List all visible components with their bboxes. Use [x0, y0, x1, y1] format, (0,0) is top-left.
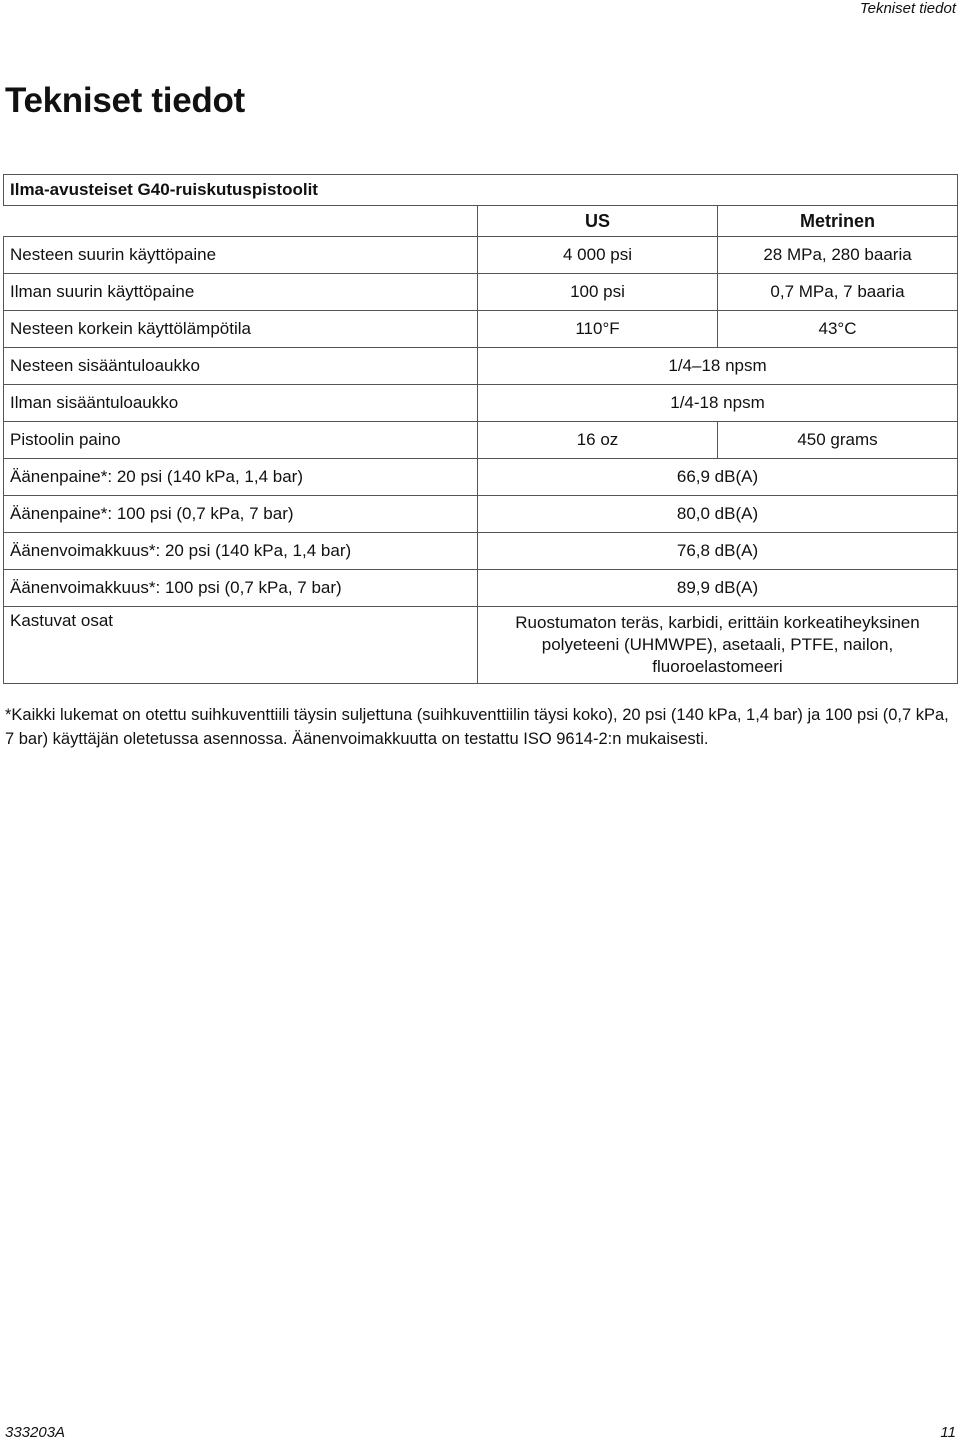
- row-label: Nesteen sisääntuloaukko: [4, 348, 478, 385]
- row-label: Nesteen korkein käyttölämpötila: [4, 311, 478, 348]
- footnote: *Kaikki lukemat on otettu suihkuventtiili täysin suljettuna (suihkuventtiilin täysi koko), 20 psi (140 kPa, 1,4 bar) ja 100 psi (0,7 kPa, 7 bar) käyttäjän oletetussa asennossa. Äänenvoimakkuutta on testattu ISO 9614-2:n mukaisesti.: [5, 706, 949, 748]
- row-value: 1/4–18 npsm: [478, 348, 958, 385]
- document-number: 333203A: [5, 1424, 66, 1441]
- units-metric-header: Metrinen: [718, 206, 958, 237]
- row-metric-value: 0,7 MPa, 7 baaria: [718, 274, 958, 311]
- row-us-value: 4 000 psi: [478, 237, 718, 274]
- row-metric-value: 450 grams: [718, 422, 958, 459]
- units-header-blank: [4, 206, 478, 237]
- table-row: [4, 496, 958, 533]
- row-us-value: 100 psi: [478, 274, 718, 311]
- running-header: Tekniset tiedot: [859, 0, 956, 17]
- table-row: [4, 459, 958, 496]
- table-title-row: [4, 175, 958, 206]
- row-value: 80,0 dB(A): [478, 496, 958, 533]
- table-row: [4, 570, 958, 607]
- table-row: [4, 237, 958, 274]
- row-value: Ruostumaton teräs, karbidi, erittäin korkeatiheyksinen polyeteeni (UHMWPE), asetaali, PTFE, nailon, fluoroelastomeeri: [478, 607, 958, 684]
- spec-table: [3, 174, 958, 684]
- row-us-value: 110°F: [478, 311, 718, 348]
- units-us-header: US: [478, 206, 718, 237]
- table-row: [4, 311, 958, 348]
- table-title: Ilma-avusteiset G40-ruiskutuspistoolit: [4, 175, 958, 206]
- table-row: [4, 422, 958, 459]
- row-us-value: 16 oz: [478, 422, 718, 459]
- table-row: [4, 607, 958, 684]
- table-row: [4, 274, 958, 311]
- row-label: Äänenvoimakkuus*: 100 psi (0,7 kPa, 7 bar): [4, 570, 478, 607]
- row-metric-value: 28 MPa, 280 baaria: [718, 237, 958, 274]
- row-value: 76,8 dB(A): [478, 533, 958, 570]
- table-row: [4, 533, 958, 570]
- row-label: Pistoolin paino: [4, 422, 478, 459]
- row-label: Ilman sisääntuloaukko: [4, 385, 478, 422]
- page-number: 11: [940, 1424, 956, 1441]
- row-label: Äänenpaine*: 100 psi (0,7 kPa, 7 bar): [4, 496, 478, 533]
- page-title: Tekniset tiedot: [5, 81, 245, 120]
- row-metric-value: 43°C: [718, 311, 958, 348]
- table-row: [4, 385, 958, 422]
- row-value: 89,9 dB(A): [478, 570, 958, 607]
- row-label: Äänenvoimakkuus*: 20 psi (140 kPa, 1,4 bar): [4, 533, 478, 570]
- row-value: 1/4-18 npsm: [478, 385, 958, 422]
- units-header-row: [4, 206, 958, 237]
- row-label: Kastuvat osat: [4, 607, 478, 684]
- row-label: Ilman suurin käyttöpaine: [4, 274, 478, 311]
- row-value: 66,9 dB(A): [478, 459, 958, 496]
- row-label: Äänenpaine*: 20 psi (140 kPa, 1,4 bar): [4, 459, 478, 496]
- row-label: Nesteen suurin käyttöpaine: [4, 237, 478, 274]
- table-row: [4, 348, 958, 385]
